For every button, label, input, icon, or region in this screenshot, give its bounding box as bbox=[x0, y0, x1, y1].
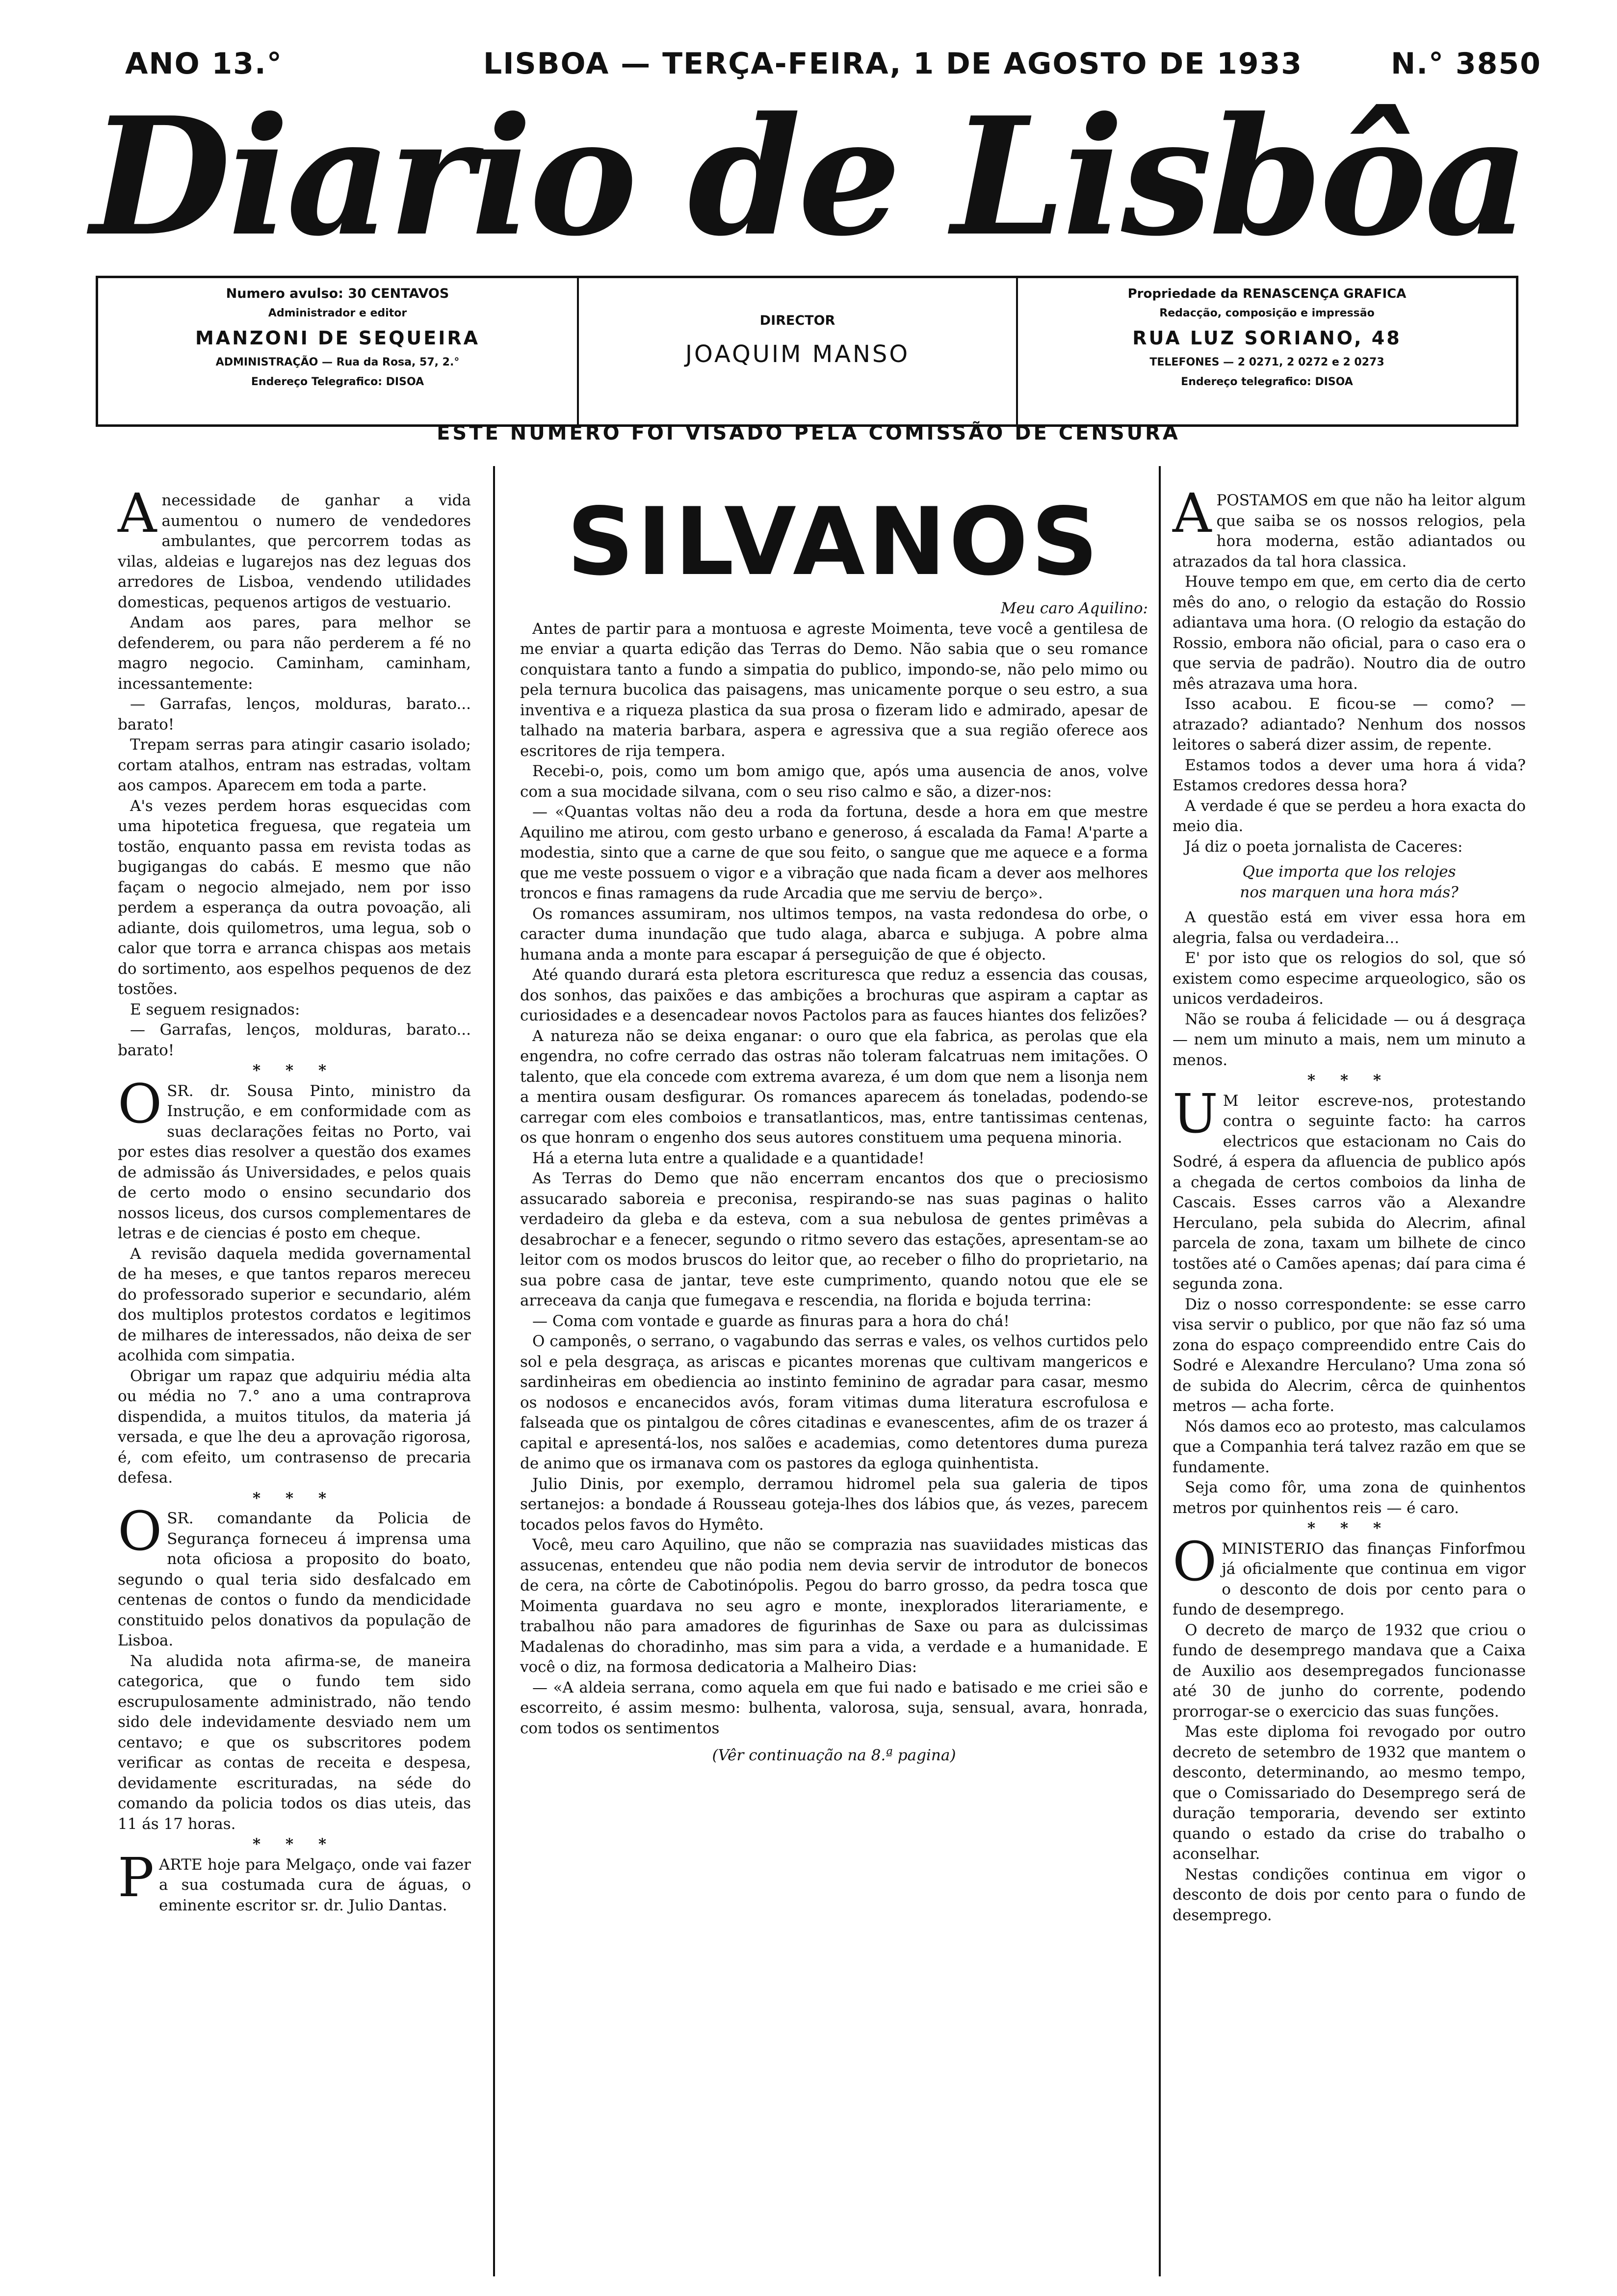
director-name: JOAQUIM MANSO bbox=[685, 340, 910, 368]
main-article bbox=[520, 488, 1148, 1766]
paragraph: O decreto de março de 1932 que criou o fundo de desemprego mandava que a Caixa de Auxilio aos desempregados funcionasse até 30 de junho do corrente, podendo prorrogar-se o exercicio das suas funções. bbox=[1173, 1621, 1526, 1721]
office-address: RUA LUZ SORIANO, 48 bbox=[1132, 327, 1402, 349]
continuation-note: (Vêr continuação na 8.ª pagina) bbox=[712, 1747, 956, 1764]
paragraph: — Garrafas, lenços, molduras, barato... barato! bbox=[118, 1021, 471, 1059]
price-line: Numero avulso: 30 CENTAVOS bbox=[226, 286, 449, 301]
director-role: DIRECTOR bbox=[759, 313, 835, 328]
drop-cap: P bbox=[118, 1846, 155, 1909]
info-box bbox=[96, 276, 1518, 427]
right-column bbox=[1173, 482, 1526, 1926]
drop-cap: A bbox=[1173, 482, 1212, 545]
paragraph: — «A aldeia serrana, como aquela em que fui nado e batisado e me criei são e escorreito, é assim mesmo: bulhenta, valorosa, suja, sensual, avara, honrada, com todos os sentimentos bbox=[520, 1678, 1148, 1737]
article-headline: SILVANOS bbox=[567, 488, 1101, 596]
paragraph: A questão está em viver essa hora em alegria, falsa ou verdadeira... bbox=[1173, 909, 1526, 947]
paragraph: — Garrafas, lenços, molduras, barato... barato! bbox=[118, 695, 471, 733]
editor-role: Administrador e editor bbox=[268, 307, 407, 319]
paragraph: E' por isto que os relogios do sol, que só existem como especime arqueologico, são os unicos verdadeiros. bbox=[1173, 949, 1526, 1008]
left-column bbox=[118, 482, 471, 1916]
drop-cap: A bbox=[118, 482, 157, 545]
paragraph: Trepam serras para atingir casario isolado; cortam atalhos, entram nas estradas, voltam aos campos. Aparecem em toda a parte. bbox=[118, 736, 471, 794]
administration-address: ADMINISTRAÇÃO — Rua da Rosa, 57, 2.° bbox=[215, 356, 460, 368]
paragraph: Estamos todos a dever uma hora á vida? Estamos credores dessa hora? bbox=[1173, 756, 1526, 794]
paragraph: Anecessidade de ganhar a vida aumentou o numero de vendedores ambulantes, que percorrem todas as vilas, aldeias e lugarejos nas dez leguas dos arredores de Lisboa, vendendo utilidades domesticas, pequenos artigos de vestuario. bbox=[118, 482, 471, 611]
editor-name: MANZONI DE SEQUEIRA bbox=[195, 327, 480, 349]
paragraph: E seguem resignados: bbox=[130, 1000, 300, 1018]
telegraph-address-right: Endereço telegrafico: DISOA bbox=[1181, 376, 1353, 388]
paragraph: OMINISTERIO das finanças Finforfmou já oficialmente que continua em vigor o desconto de dois por cento para o fundo de desemprego. bbox=[1173, 1530, 1526, 1618]
paragraph: APOSTAMOS em que não ha leitor algum que saiba se os nossos relogios, pela hora moderna, estão adiantados ou atrazados da tal hora classica. bbox=[1173, 482, 1526, 571]
section-separator: * * * bbox=[1307, 1519, 1391, 1537]
paragraph: O camponês, o serrano, o vagabundo das serras e vales, os velhos curtidos pelo sol e pela desgraça, as ariscas e picantes morenas que cultivam mangericos e sardinheiras em obediencia ao instinto feminino de agradar para casar, mesmo os nodosos e encanecidos avós, foram vitimas duma literatura escrofulosa e falseada que os pintalgou de côres citadinas e evanescentes, afim de os trazer á capital e apresentá-los, nos salões e academias, como detentores duma pureza de animo que os irmanava com os pastores da egloga quinhentista. bbox=[520, 1332, 1148, 1472]
owner-line: Propriedade da RENASCENÇA GRAFICA bbox=[1127, 287, 1407, 301]
paragraph: Andam aos pares, para melhor se defenderem, ou para não perderem a fé no magro negocio. Caminham, caminham, incessantemente: bbox=[118, 614, 471, 693]
paragraph: Julio Dinis, por exemplo, derramou hidromel pela sua galeria de tipos sertanejos: a bondade á Rousseau goteja-lhes dos lábios que, ás vezes, parecem tocados pelos favos do Hymêto. bbox=[520, 1475, 1148, 1534]
poem-line: Que importa que los relojes bbox=[1242, 863, 1456, 881]
paragraph: Mas este diploma foi revogado por outro decreto de setembro de 1932 que mantem o desconto, determinando, ao mesmo tempo, que o Comissariado do Desemprego será de duração temporaria, devendo ser extinto quando o estado da crise do trabalho o aconselhar. bbox=[1173, 1723, 1526, 1863]
paragraph: Na aludida nota afirma-se, de maneira categorica, que o fundo tem sido escrupulosamente administrado, não tendo sido dele indevidamente desviado nem um centavo; e que os subscritores podem verificar as contas de receita e despesa, devidamente escrituradas, na séde do comando da policia todos os dias uteis, das 11 ás 17 horas. bbox=[118, 1652, 471, 1833]
section-separator: * * * bbox=[252, 1835, 337, 1853]
paragraph: Já diz o poeta jornalista de Caceres: bbox=[1185, 837, 1463, 856]
paragraph: — «Quantas voltas não deu a roda da fortuna, desde a hora em que mestre Aquilino me atirou, com gesto urbano e generoso, á escalada da Fama! A'parte a modestia, sinto que a carne de que sou feito, o sangue que me aquece e a forma que me veste possuem o vigor e a vibração que nada ficam a dever aos melhores troncos e finas ramagens da rude Arcadia que me serviu de berço». bbox=[520, 803, 1148, 902]
section-separator: * * * bbox=[1307, 1071, 1391, 1089]
paragraph: Isso acabou. E ficou-se — como? — atrazado? adiantado? Nenhum dos nossos leitores o saberá dizer assim, de repente. bbox=[1173, 695, 1526, 754]
paragraph: Você, meu caro Aquilino, que não se comprazia nas suaviidades misticas das assucenas, entendeu que não podia nem devia servir de introdutor de bonecos de cera, na côrte de Cabotinópolis. Pegou do barro grosso, da pedra tosca que Moimenta guardava no seu agro e monte, inexplorados literariamente, e trabalhou não para amadores de figurinhas de Saxe ou para as dulcissimas Madalenas do choradinho, mas sim para a vida, a verdade e a humanidade. E você o diz, na formosa dedicatoria a Malheiro Dias: bbox=[520, 1536, 1148, 1676]
info-right bbox=[1018, 278, 1516, 424]
paragraph: Nós damos eco ao protesto, mas calculamos que a Companhia terá talvez razão em que se fundamente. bbox=[1173, 1417, 1526, 1476]
drop-cap: O bbox=[118, 1072, 162, 1135]
section-separator: * * * bbox=[252, 1062, 337, 1079]
column-rule-left bbox=[493, 466, 495, 2276]
censorship-notice: ESTE NUMERO FOI VISADO PELA COMISSÃO DE CENSURA bbox=[437, 422, 1180, 444]
drop-cap: U bbox=[1173, 1082, 1218, 1145]
paragraph: A's vezes perdem horas esquecidas com uma hipotetica freguesa, que regateia um tostão, enquanto passa em revista todas as bugigangas do cabás. E mesmo que não façam o negocio almejado, nem por isso perdem a esperança da outra povoação, ali adiante, dois quilometros, uma legua, sob o calor que torra e arranca chispas aos metais do sortimento, aos espelhos pequenos de dez tostões. bbox=[118, 797, 471, 998]
paragraph: A natureza não se deixa enganar: o ouro que ela fabrica, as perolas que ela engendra, no cofre cerrado das ostras não toleram falcatruas nem imitações. O talento, que ela concede com extrema avareza, é um dom que nem a lisonja nem a mentira ousam desfigurar. Os romances aparecem ás toneladas, podendo-se carregar com eles comboios e transatlanticos, mas, entre tantissimas centenas, os que honram o engenho dos seus autores constituem uma pequena minoria. bbox=[520, 1027, 1148, 1147]
paragraph: Seja como fôr, uma zona de quinhentos metros por quinhentos reis — é caro. bbox=[1173, 1479, 1526, 1517]
paragraph: Os romances assumiram, nos ultimos tempos, na vasta redondesa do orbe, o caracter duma inundação que tudo alaga, abarca e subjuga. A pobre alma humana anda a monte para escapar á perseguição de que é objecto. bbox=[520, 905, 1148, 964]
telegraph-address-left: Endereço Telegrafico: DISOA bbox=[251, 376, 424, 388]
section-separator: * * * bbox=[252, 1489, 337, 1507]
info-left bbox=[98, 278, 579, 424]
paragraph: Não se rouba á felicidade — ou á desgraça — nem um minuto a mais, nem um minuto a menos. bbox=[1173, 1010, 1526, 1069]
drop-cap: O bbox=[118, 1500, 162, 1563]
paragraph: A verdade é que se perdeu a hora exacta do meio dia. bbox=[1173, 797, 1526, 835]
paragraph: Há a eterna luta entre a qualidade e a quantidade! bbox=[532, 1149, 925, 1167]
dateline: LISBOA — TERÇA-FEIRA, 1 DE AGOSTO DE 1933 bbox=[483, 47, 1303, 81]
paragraph: PARTE hoje para Melgaço, onde vai fazer a sua costumada cura de águas, o eminente escritor sr. dr. Julio Dantas. bbox=[118, 1846, 471, 1914]
year-label: ANO 13.° bbox=[125, 47, 283, 81]
phones-line: TELEFONES — 2 0271, 2 0272 e 2 0273 bbox=[1149, 356, 1384, 368]
paragraph: — Coma com vontade e guarde as finuras para a hora do chá! bbox=[532, 1312, 1010, 1330]
services-line: Redacção, composição e impressão bbox=[1159, 307, 1375, 319]
paragraph: A revisão daquela medida governamental de ha meses, e que tantos reparos mereceu do professorado superior e secundario, além dos multiplos protestos cordatos e legitimos de milhares de interessados, não deixa de ser acolhida com simpatia. bbox=[118, 1245, 471, 1364]
salutation: Meu caro Aquilino: bbox=[1000, 600, 1148, 617]
paragraph: Até quando durará esta pletora escrituresca que reduz a essencia das cousas, dos sonhos, das paixões e das ambições a brochuras que aspiram a captar as curiosidades e a desencadear novos Pactolos para as fauces hiantes dos felizões? bbox=[520, 966, 1148, 1024]
paragraph: OSR. comandante da Policia de Segurança forneceu á imprensa uma nota oficiosa a proposito do boato, segundo o qual teria sido desfalcado em centenas de contos o fundo da mendicidade constituido pelos donativos da população de Lisboa. bbox=[118, 1500, 471, 1649]
newspaper-title: Diario de Lisbôa bbox=[90, 81, 1527, 272]
drop-cap: O bbox=[1173, 1530, 1217, 1593]
poem-line: nos marquen una hora más? bbox=[1240, 883, 1459, 901]
paragraph: Houve tempo em que, em certo dia de certo mês do ano, o relogio da estação do Rossio adiantava uma hora. (O relogio da estação do Rossio, embora não oficial, para o caso era o que servia de padrão). Noutro dia de outro mês atrazava uma hora. bbox=[1173, 573, 1526, 693]
paragraph: U M leitor escreve-nos, protestando contra o seguinte facto: ha carros electricos que estacionam no Cais do Sodré, á espera da afluencia de publico após a chegada de certos comboios da linha de Cascais. Esses carros vão a Alexandre Herculano, pela subida do Alecrim, afinal parcela de zona, taxam um bilhete de cinco tostões até o Camões apenas; daí para cima é segunda zona. bbox=[1173, 1082, 1526, 1293]
info-middle bbox=[579, 278, 1018, 424]
paragraph: Diz o nosso correspondente: se esse carro visa servir o publico, por que não faz só uma zona do espaço compreendido entre Cais do Sodré e Alexandre Herculano? Uma zona só de subida do Alecrim, cêrca de quinhentos metros — acha forte. bbox=[1173, 1295, 1526, 1415]
column-rule-right bbox=[1159, 466, 1161, 2276]
issue-number: N.° 3850 bbox=[1391, 47, 1541, 81]
paragraph: Obrigar um rapaz que adquiriu média alta ou média no 7.° ano a uma contraprova dispendida, a muitos titulos, da materia já versada, e que lhe deu a aprovação rigorosa, é, com efeito, um contrasenso de precaria defesa. bbox=[118, 1367, 471, 1487]
paragraph: Nestas condições continua em vigor o desconto de dois por cento para o fundo de desemprego. bbox=[1173, 1865, 1526, 1924]
paragraph: Antes de partir para a montuosa e agreste Moimenta, teve você a gentilesa de me enviar a quarta edição das Terras do Demo. Não sabia que o seu romance conquistara tanto a fundo a simpatia do publico, impondo-se, não pelo mimo ou pela ternura bucolica das paisagens, mas unicamente porque o seu estro, a sua inventiva e a riqueza plastica da sua prosa o fizeram lido e admirado, apesar de talhado na materia barbara, aspera e agressiva que a sua região oferece aos escritores de rija tempera. bbox=[520, 620, 1148, 760]
paragraph: OSR. dr. Sousa Pinto, ministro da Instrução, e em conformidade com as suas declarações feitas no Porto, vai por estes dias resolver a questão dos exames de admissão ás Universidades, e pelos quais de certo modo o ensino secundario dos nossos liceus, dos cursos complementares de letras e de ciencias é posto em cheque. bbox=[118, 1072, 471, 1242]
paragraph: Recebi-o, pois, como um bom amigo que, após uma ausencia de anos, volve com a sua mocidade silvana, com o seu riso calmo e são, a dizer-nos: bbox=[520, 762, 1148, 801]
paragraph: As Terras do Demo que não encerram encantos dos que o preciosismo assucarado saboreia e preconisa, respirando-se nas suas paginas o halito verdadeiro da gleba e da esteva, com a sua nebulosa de gentes primêvas a desabrochar e a fenecer, segundo o ritmo severo das estações, apresentam-se ao leitor com os modos bruscos do leitor que, ao receber o filho do proprietario, na sua pobre casa de jantar, teve este cumprimento, quando notou que ele se arreceava da canja que fumegava e rescendia, na florida e bojuda terrina: bbox=[520, 1170, 1148, 1309]
